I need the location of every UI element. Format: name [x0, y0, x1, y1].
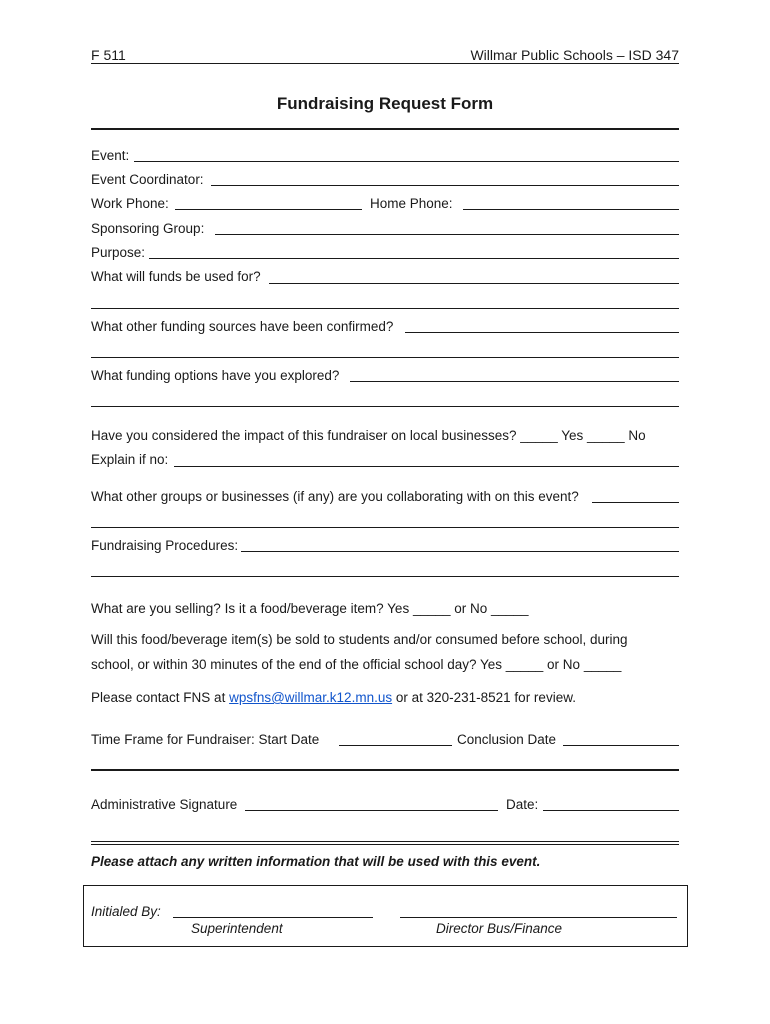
other-funding-field-2[interactable] [91, 357, 679, 358]
selling-question: What are you selling? Is it a food/beverage item? Yes _____ or No _____ [91, 601, 529, 616]
superintendent-initial-field[interactable] [173, 917, 373, 918]
procedures-label: Fundraising Procedures: [91, 538, 239, 553]
date-label: Date: [506, 797, 539, 812]
section-rule [91, 769, 679, 771]
sponsoring-group-label: Sponsoring Group: [91, 221, 205, 236]
director-label: Director Bus/Finance [436, 921, 563, 936]
admin-signature-field[interactable] [245, 810, 498, 811]
director-initial-field[interactable] [400, 917, 677, 918]
purpose-label: Purpose: [91, 245, 146, 260]
explain-field[interactable] [174, 466, 679, 467]
work-phone-field[interactable] [175, 209, 362, 210]
conclusion-date-label: Conclusion Date [457, 732, 557, 747]
sold-question-line2: school, or within 30 minutes of the end of the official school day? Yes _____ or No _____ [91, 657, 622, 672]
other-funding-label: What other funding sources have been confirmed? [91, 319, 394, 334]
event-field[interactable] [134, 161, 679, 162]
other-funding-field[interactable] [405, 332, 679, 333]
sold-question-line1: Will this food/beverage item(s) be sold to students and/or consumed before school, during [91, 632, 628, 647]
conclusion-date-field[interactable] [563, 745, 679, 746]
work-phone-label: Work Phone: [91, 196, 169, 211]
attach-note: Please attach any written information that will be used with this event. [91, 854, 541, 869]
funding-options-field[interactable] [350, 381, 679, 382]
procedures-field[interactable] [241, 551, 679, 552]
contact-suffix: or at 320-231-8521 for review. [392, 690, 576, 705]
collaborating-field[interactable] [592, 502, 679, 503]
contact-line [91, 690, 576, 706]
contact-prefix: Please contact FNS at [91, 690, 230, 705]
contact-email-link[interactable]: wpsfns@willmar.k12.mn.us [229, 690, 393, 705]
date-field[interactable] [543, 810, 679, 811]
sponsoring-group-field[interactable] [215, 234, 679, 235]
double-rule-top [91, 841, 679, 842]
double-rule-bottom [91, 844, 679, 845]
collaborating-field-2[interactable] [91, 527, 679, 528]
funds-used-label: What will funds be used for? [91, 269, 261, 284]
explain-label: Explain if no: [91, 452, 169, 467]
initials-box [83, 885, 688, 947]
school-name: Willmar Public Schools – ISD 347 [470, 47, 679, 63]
superintendent-label: Superintendent [191, 921, 283, 936]
form-title: Fundraising Request Form [276, 94, 494, 113]
event-coordinator-label: Event Coordinator: [91, 172, 204, 187]
collaborating-label: What other groups or businesses (if any) are you collaborating with on this event? [91, 489, 579, 504]
funds-used-field[interactable] [269, 283, 679, 284]
start-date-field[interactable] [339, 745, 452, 746]
impact-question: Have you considered the impact of this fundraiser on local businesses? _____ Yes _____ No [91, 428, 646, 443]
header-rule [91, 63, 679, 64]
initialed-by-label: Initialed By: [91, 904, 161, 919]
funding-options-label: What funding options have you explored? [91, 368, 340, 383]
title-rule [91, 128, 679, 130]
procedures-field-2[interactable] [91, 576, 679, 577]
time-frame-label: Time Frame for Fundraiser: Start Date [91, 732, 320, 747]
admin-signature-label: Administrative Signature [91, 797, 238, 812]
form-code: F 511 [91, 47, 126, 63]
event-coordinator-field[interactable] [211, 185, 679, 186]
home-phone-label: Home Phone: [370, 196, 453, 211]
purpose-field[interactable] [149, 258, 679, 259]
funds-used-field-2[interactable] [91, 308, 679, 309]
home-phone-field[interactable] [463, 209, 679, 210]
funding-options-field-2[interactable] [91, 406, 679, 407]
event-label: Event: [91, 148, 130, 163]
